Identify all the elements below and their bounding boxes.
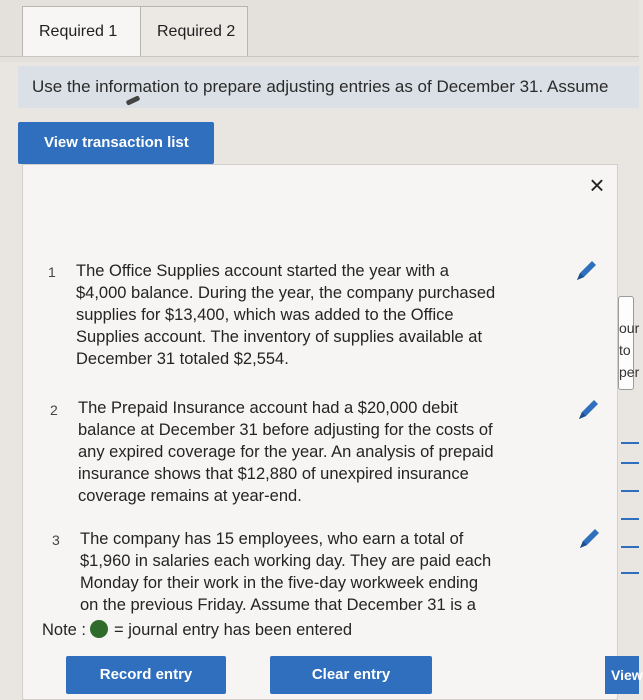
transaction-line: balance at December 31 before adjusting for the costs of xyxy=(78,421,493,439)
view-transaction-list-button[interactable]: View transaction list xyxy=(18,122,214,164)
transaction-line: Monday for their work in the five-day workweek ending xyxy=(80,574,479,592)
pencil-icon[interactable] xyxy=(573,258,599,284)
transaction-line: any expired coverage for the year. An analysis of prepaid xyxy=(78,443,494,461)
view-general-journal-button[interactable]: View xyxy=(605,656,639,694)
close-icon[interactable]: × xyxy=(589,170,605,200)
tab-bar xyxy=(0,0,639,62)
clear-entry-button[interactable]: Clear entry xyxy=(270,656,432,694)
transaction-line: supplies for $13,400, which was added to the Office xyxy=(76,306,454,324)
transaction-1-text xyxy=(76,260,495,370)
tab-required-1-label: Required 1 xyxy=(39,23,118,40)
clipped-text: our xyxy=(619,320,640,336)
tab-required-1[interactable] xyxy=(22,6,142,56)
transaction-number: 2 xyxy=(50,402,58,418)
pencil-icon[interactable] xyxy=(575,397,601,423)
tab-divider xyxy=(0,56,639,57)
transaction-line: $4,000 balance. During the year, the company purchased xyxy=(76,284,496,302)
clipped-table-edge xyxy=(621,442,639,598)
transaction-line: December 31 totaled $2,554. xyxy=(76,350,289,368)
transaction-line: The Office Supplies account started the year with a xyxy=(76,262,449,280)
note-prefix: Note : xyxy=(42,621,87,639)
transaction-number: 1 xyxy=(48,264,56,280)
transaction-3-text xyxy=(80,528,491,616)
transaction-number: 3 xyxy=(52,532,60,548)
transaction-2-text xyxy=(78,397,494,507)
clipped-text: to xyxy=(619,342,631,358)
transaction-line: insurance shows that $12,880 of unexpired insurance xyxy=(78,465,469,483)
transaction-line: coverage remains at year-end. xyxy=(78,487,302,505)
note-legend xyxy=(42,620,352,640)
note-suffix: = journal entry has been entered xyxy=(114,621,353,639)
transaction-line: $1,960 in salaries each working day. They are paid each xyxy=(80,552,492,570)
tab-required-2-label: Required 2 xyxy=(157,23,236,40)
transaction-line: The Prepaid Insurance account had a $20,000 debit xyxy=(78,399,458,417)
clipped-text: per xyxy=(619,364,640,380)
record-entry-button[interactable]: Record entry xyxy=(66,656,226,694)
entered-status-dot-icon xyxy=(90,620,108,638)
tab-required-2[interactable] xyxy=(140,6,248,56)
transaction-line: Supplies account. The inventory of supplies available at xyxy=(76,328,483,346)
transaction-line: on the previous Friday. Assume that December 31 is a xyxy=(80,596,476,614)
transaction-line: The company has 15 employees, who earn a total of xyxy=(80,530,464,548)
instruction-text: Use the information to prepare adjusting entries as of December 31. Assume xyxy=(18,66,639,108)
pencil-icon[interactable] xyxy=(576,526,602,552)
